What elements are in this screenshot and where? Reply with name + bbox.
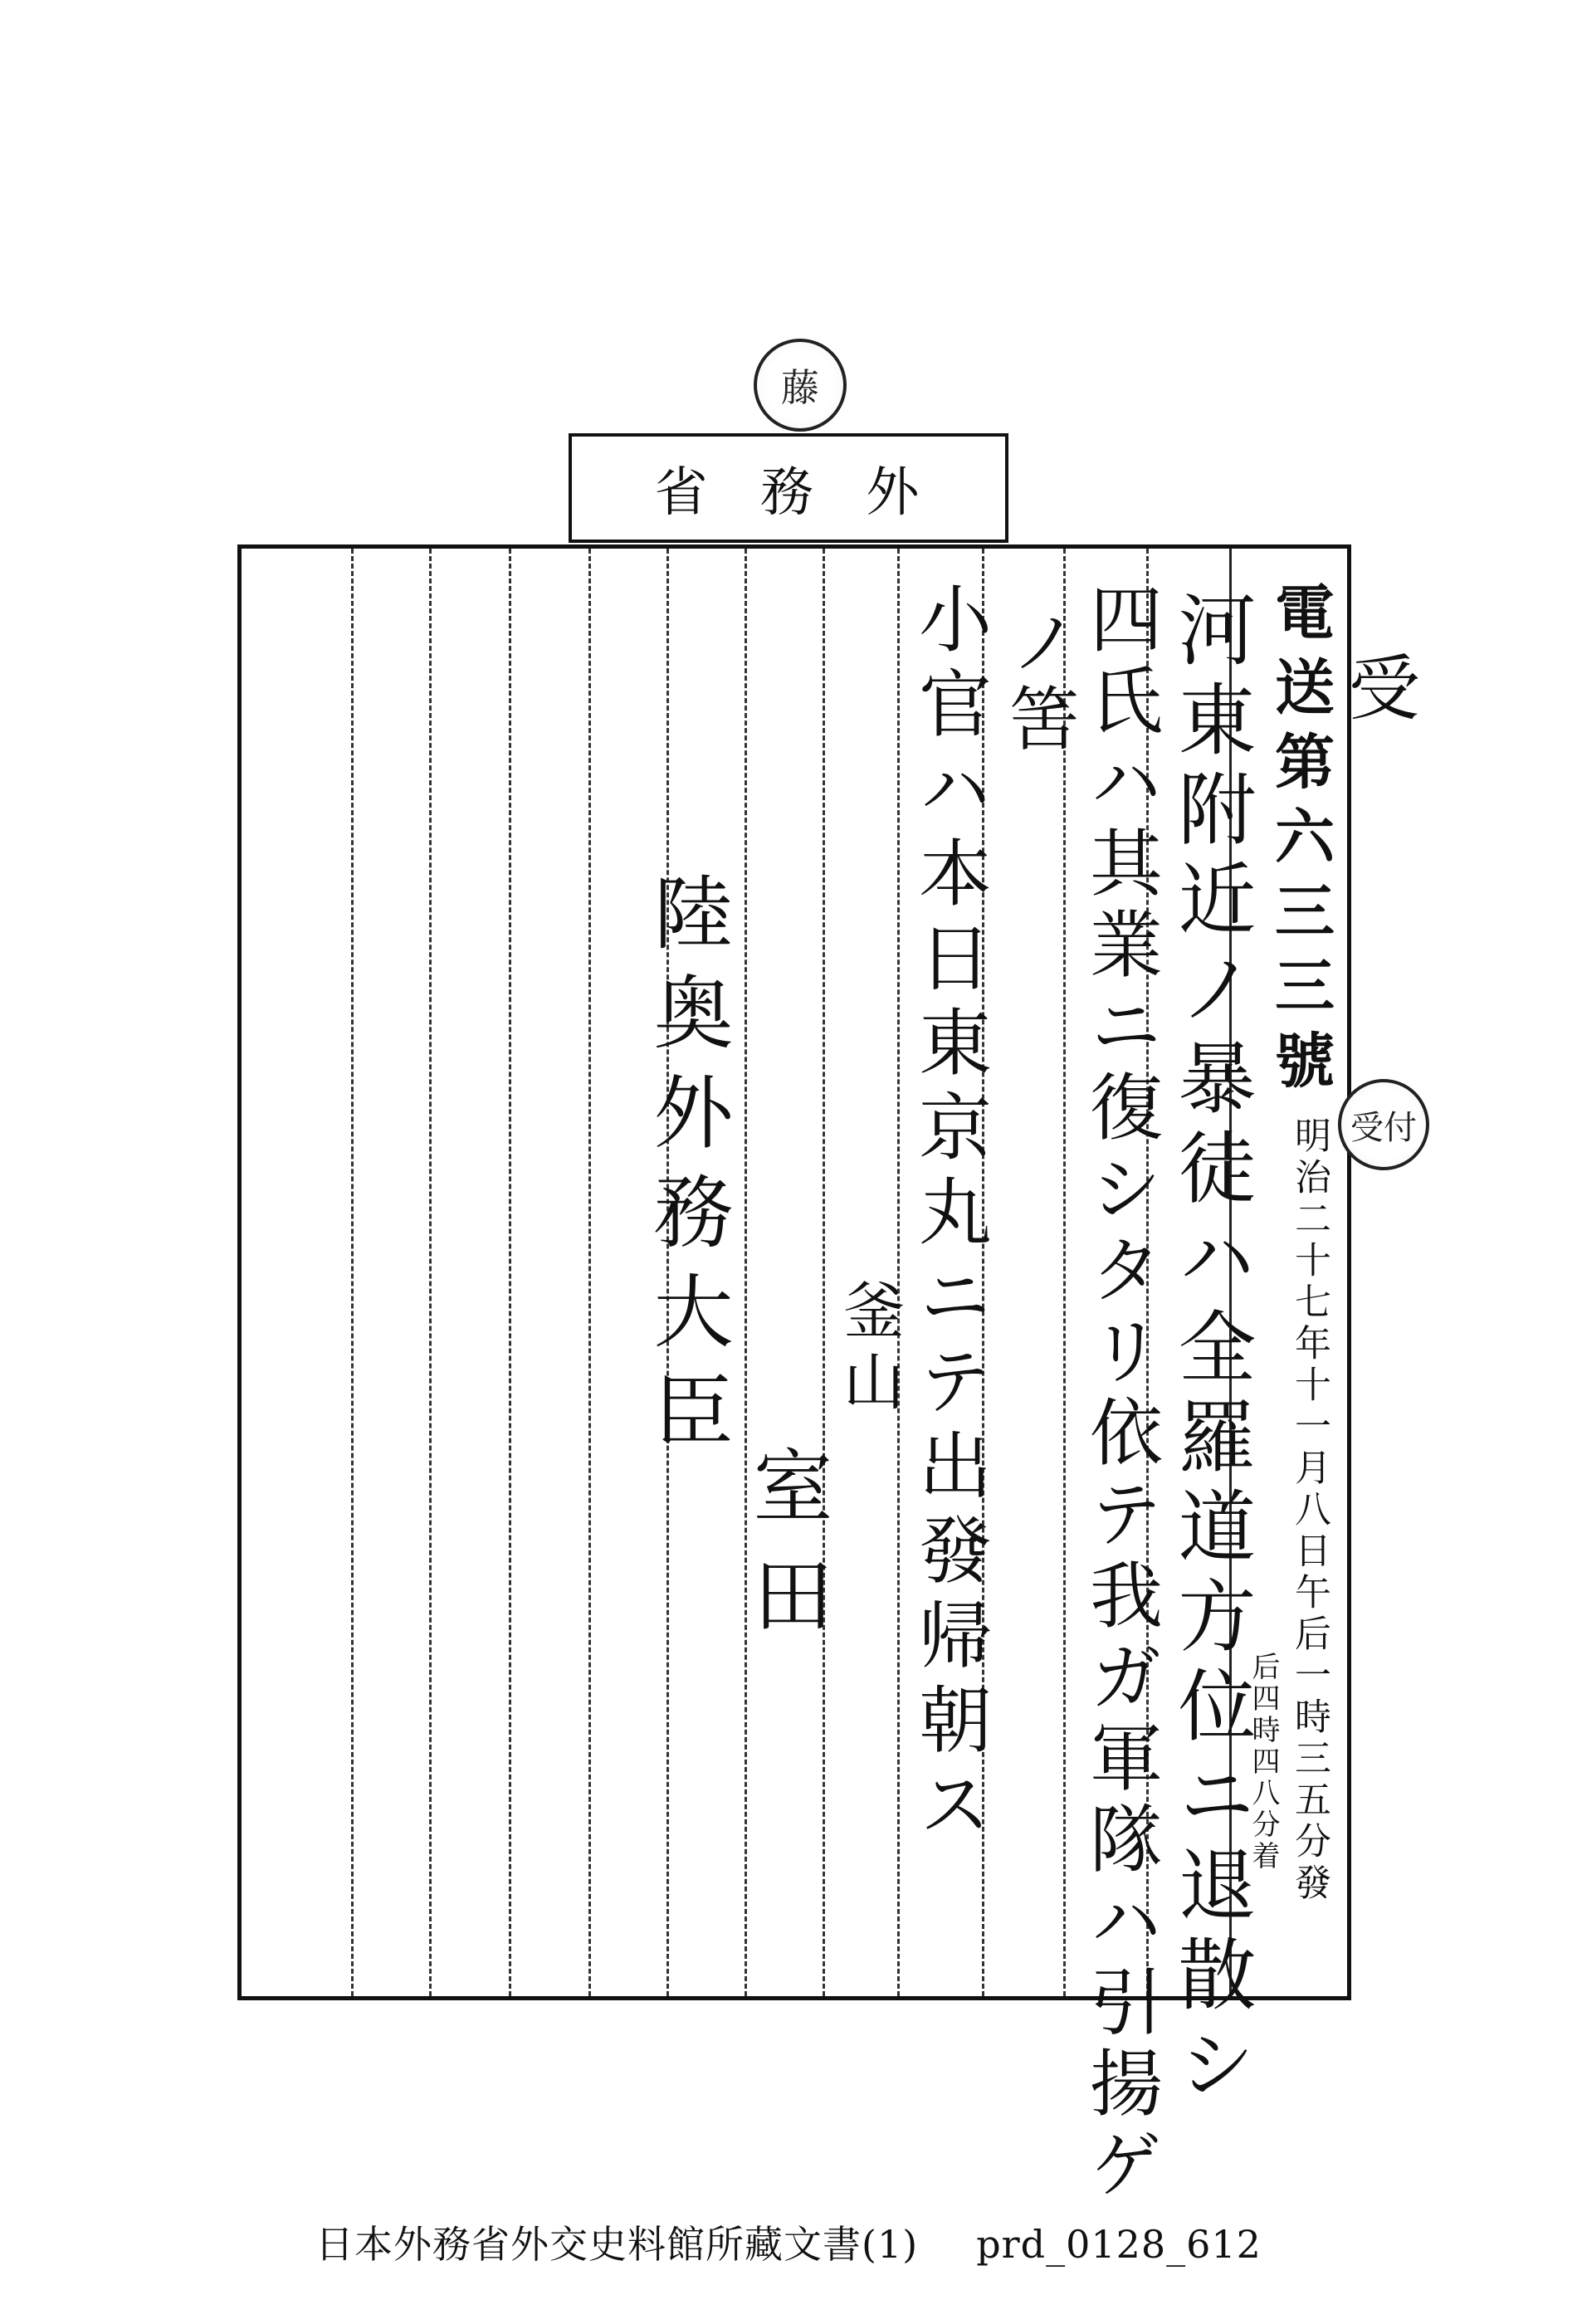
message-line-4: 小官ハ本日東京丸ニテ出發帰朝ス [907, 581, 993, 1851]
column-rule [745, 549, 747, 1996]
dispatch-datetime: 明治二十七年十一月八日午后一時三五分發 [1288, 1116, 1330, 1905]
column-rule [1063, 549, 1066, 1996]
archive-name: 日本外務省外交史料館所藏文書(1) [315, 2222, 919, 2267]
header-char-3: 省 [654, 462, 711, 524]
seal-top-text: 藤 [781, 365, 819, 410]
archive-reference: prd_0128_612 [976, 2222, 1262, 2267]
column-rule [429, 549, 432, 1996]
ministry-header-box [569, 433, 1008, 543]
header-char-2: 務 [759, 462, 817, 524]
seal-stamp-received [1338, 1079, 1429, 1170]
archive-caption [0, 2214, 1577, 2269]
message-line-1: 河東附近ノ暴徒ハ全羅道方位ニ退散シ [1164, 589, 1255, 2113]
header-char-1: 外 [866, 462, 923, 524]
sender-place: 釜山 [833, 1278, 905, 1421]
received-time: 后四時四八分着 [1247, 1652, 1280, 1872]
message-line-2: 四氏ハ其業ニ復シタリ依テ我ガ軍隊ハ引揚ゲ [1078, 581, 1164, 2208]
column-rule [351, 549, 354, 1996]
column-rule [823, 549, 825, 1996]
seal-right-text: 受付 [1350, 1108, 1417, 1147]
sender-name: 室田 [740, 1444, 833, 1663]
seal-stamp-top [754, 339, 847, 432]
addressee: 陸奥外務大臣 [641, 872, 734, 1469]
column-rule [509, 549, 511, 1996]
column-rule [588, 549, 591, 1996]
telegram-number: 電送第六三三號 [1265, 581, 1335, 1104]
message-line-3: ノ筈 [998, 606, 1080, 759]
received-mark: 受 [1349, 647, 1420, 730]
column-rule [897, 549, 900, 1996]
